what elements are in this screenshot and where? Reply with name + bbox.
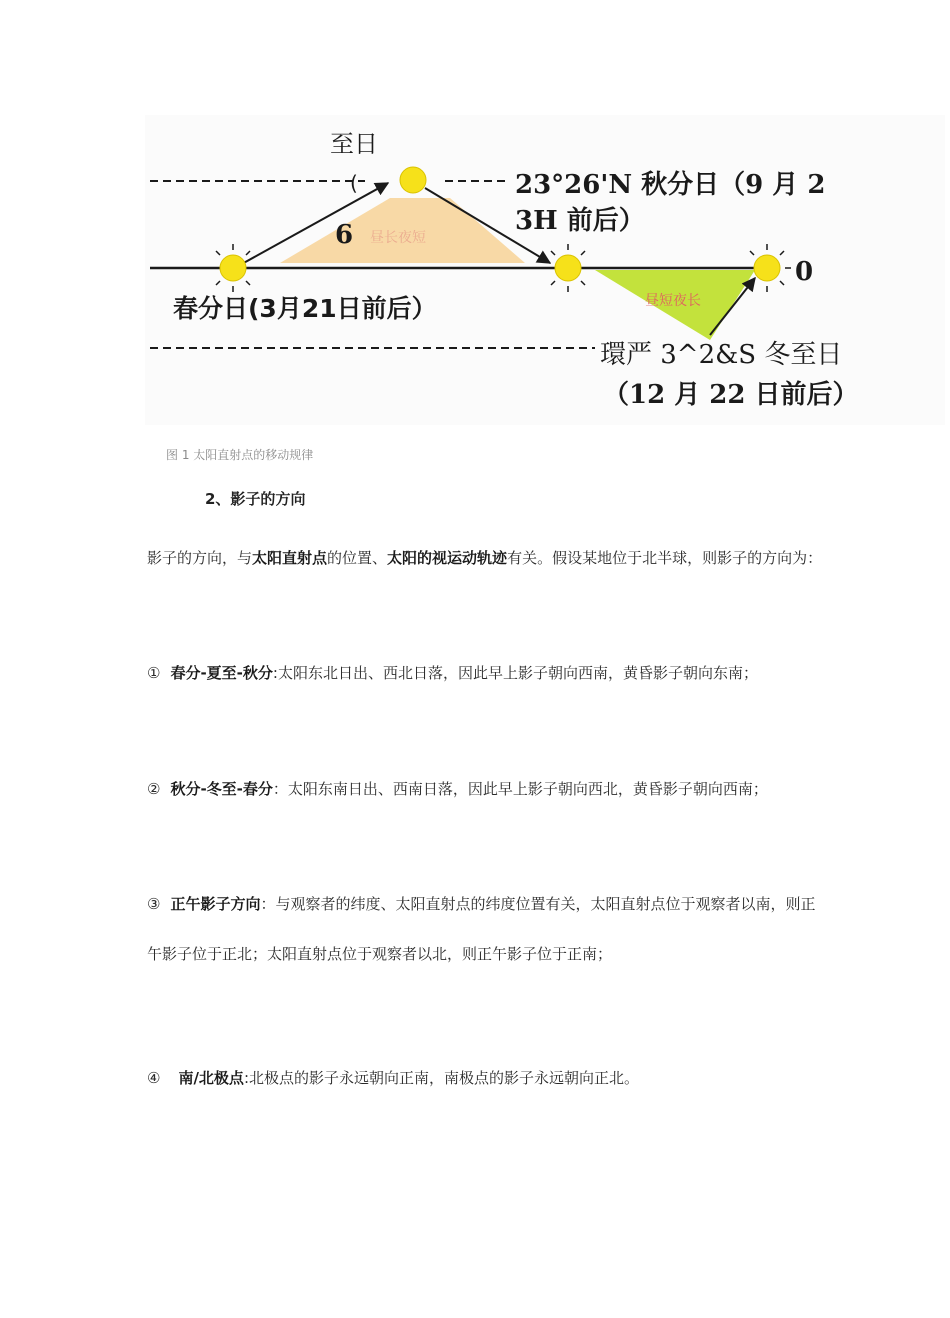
label-spring-equinox: 春分日(3月21日前后） xyxy=(173,294,437,323)
keyword-apparent-motion: 太阳的视运动轨迹 xyxy=(387,549,508,567)
label-latitude-autumn-line2: 3H 前后） xyxy=(515,206,645,236)
figure-caption: 图 1 太阳直射点的移动规律 xyxy=(166,448,314,462)
label-latitude-autumn: 23°26'N 秋分日（9 月 2 xyxy=(515,170,826,200)
sun-icon xyxy=(400,167,426,193)
list-item: ② 秋分-冬至-春分：太阳东南日出、西南日落，因此早上影子朝向西北，黄昏影子朝向西南； xyxy=(147,780,768,798)
label-six: 6 xyxy=(335,220,354,250)
list-item: ① 春分-夏至-秋分:太阳东北日出、西北日落，因此早上影子朝向西南，黄昏影子朝向东南； xyxy=(147,664,758,682)
label-summer-solstice: 至日 xyxy=(330,130,378,158)
sun-movement-diagram xyxy=(145,100,945,430)
label-summer-paren: ( xyxy=(350,171,358,195)
summer-region-label: 昼长夜短 xyxy=(370,230,426,246)
label-winter-solstice: 環严 3^2&S 冬至日 xyxy=(600,340,843,370)
intro-paragraph: 影子的方向，与太阳直射点的位置、太阳的视运动轨迹有关。假设某地位于北半球，则影子的方向为： xyxy=(147,549,823,567)
list-item: ③ 正午影子方向：与观察者的纬度、太阳直射点的纬度位置有关，太阳直射点位于观察者以南，则正午影子位于正北；太阳直射点位于观察者以北，则正午影子位于正南； xyxy=(147,895,816,963)
label-zero: 0 xyxy=(795,257,814,287)
section-heading: 2、影子的方向 xyxy=(205,490,306,508)
winter-region-label: 昼短夜长 xyxy=(645,293,701,309)
keyword-subsolar-point: 太阳直射点 xyxy=(252,549,328,567)
list-item: ④ 南/北极点:北极点的影子永远朝向正南，南极点的影子永远朝向正北。 xyxy=(147,1069,639,1087)
label-winter-solstice-line2: （12 月 22 日前后） xyxy=(603,380,859,410)
